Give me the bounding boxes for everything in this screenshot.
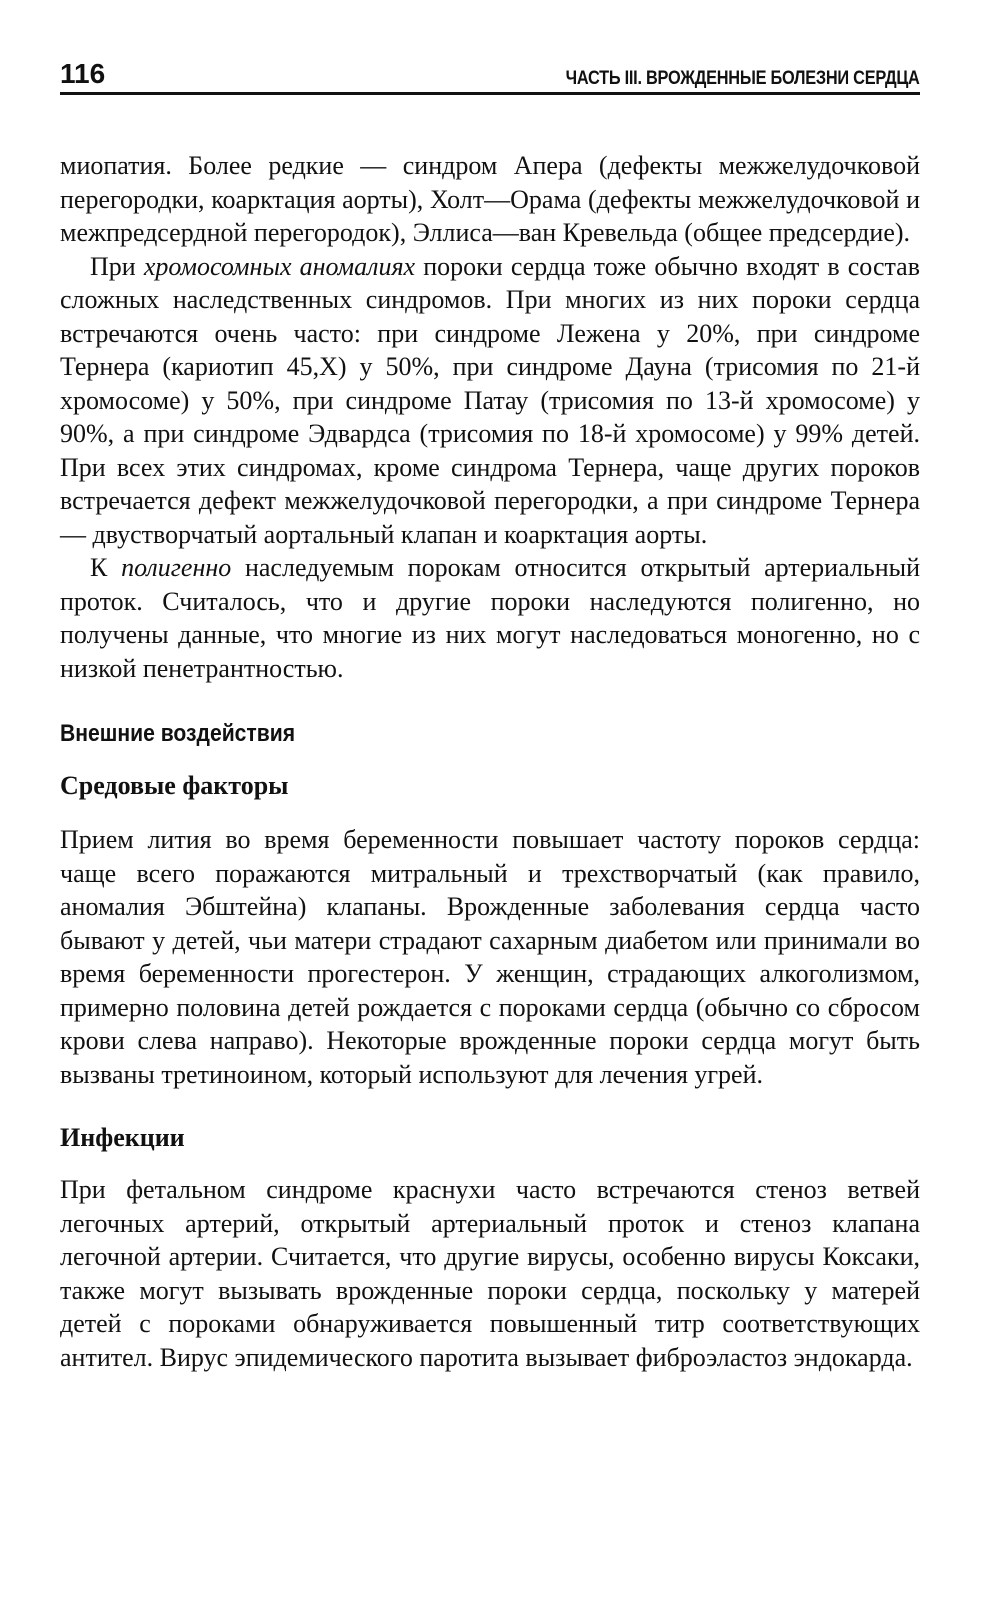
emphasis-term: хромосомных аномалиях: [143, 251, 416, 281]
paragraph-continuation: миопатия. Более редкие — синдром Апера (дефекты межжелудочковой перегородки, коарктация аорты), Холт—Орама (дефекты межжелудочковой и межпредсердной перегородок), Эллиса—ван Кревельда (общее предсердие).: [60, 151, 920, 247]
paragraph-text: При: [90, 251, 144, 281]
running-header: [60, 44, 920, 95]
part-title: ЧАСТЬ III. ВРОЖДЕННЫЕ БОЛЕЗНИ СЕРДЦА: [566, 68, 920, 89]
paragraph-text: наследуемым порокам относится открытый артериальный проток. Считалось, что и другие пороки наследуются полигенно, но получены данные, что многие из них могут наследоваться моногенно, но с низкой пенетрантностью.: [60, 553, 920, 683]
page-number: 116: [60, 58, 106, 89]
subsection-heading-infections: Инфекции: [60, 1123, 185, 1152]
section-heading-external: Внешние воздействия: [60, 720, 296, 747]
paragraph-chromosomal: [60, 250, 920, 552]
page-content: [60, 149, 920, 1374]
paragraph-infections: При фетальном синдроме краснухи часто встречаются стеноз ветвей легочных артерий, открытый артериальный проток и стеноз клапана легочной артерии. Считается, что другие вирусы, особенно вирусы Коксаки, также могут вызывать врожденные пороки сердца, поскольку у матерей детей с пороками обнаруживается повышенный титр соответствующих антител. Вирус эпидемического паротита вызывает фиброэластоз эндокарда.: [60, 1175, 920, 1372]
emphasis-term: полигенно: [121, 553, 232, 582]
subsection-heading-environment: Средовые факторы: [60, 771, 289, 800]
paragraph-text: пороки сердца тоже обычно входят в состав сложных наследственных синдромов. При многих из них пороки сердца встречаются очень часто: при синдроме Лежена у 20%, при синдроме Тернера (кариотип 45,X) у 50%, при синдроме Дауна (трисомия по 21-й хромосоме) у 50%, при синдроме Патау (трисомия по 13-й хромосоме) у 90%, а при синдроме Эдвардса (трисомия по 18-й хромосоме) у 99% детей. При всех этих синдромах, кроме синдрома Тернера, чаще других пороков встречается дефект межжелудочковой перегородки, а при синдроме Тернера — двустворчатый аортальный клапан и коарктация аорты.: [60, 251, 920, 549]
paragraph-polygenic: [60, 551, 920, 685]
book-page: [60, 44, 920, 1374]
paragraph-text: К: [90, 553, 122, 582]
paragraph-environment: Прием лития во время беременности повышает частоту пороков сердца: чаще всего поражаются митральный и трехстворчатый (как правило, аномалия Эбштейна) клапаны. Врожденные заболевания сердца часто бывают у детей, чьи матери страдают сахарным диабетом или принимали во время беременности прогестерон. У женщин, страдающих алкоголизмом, примерно половина детей рождается с пороками сердца (обычно со сбросом крови слева направо). Некоторые врожденные пороки сердца могут быть вызваны третиноином, который используют для лечения угрей.: [60, 825, 920, 1089]
